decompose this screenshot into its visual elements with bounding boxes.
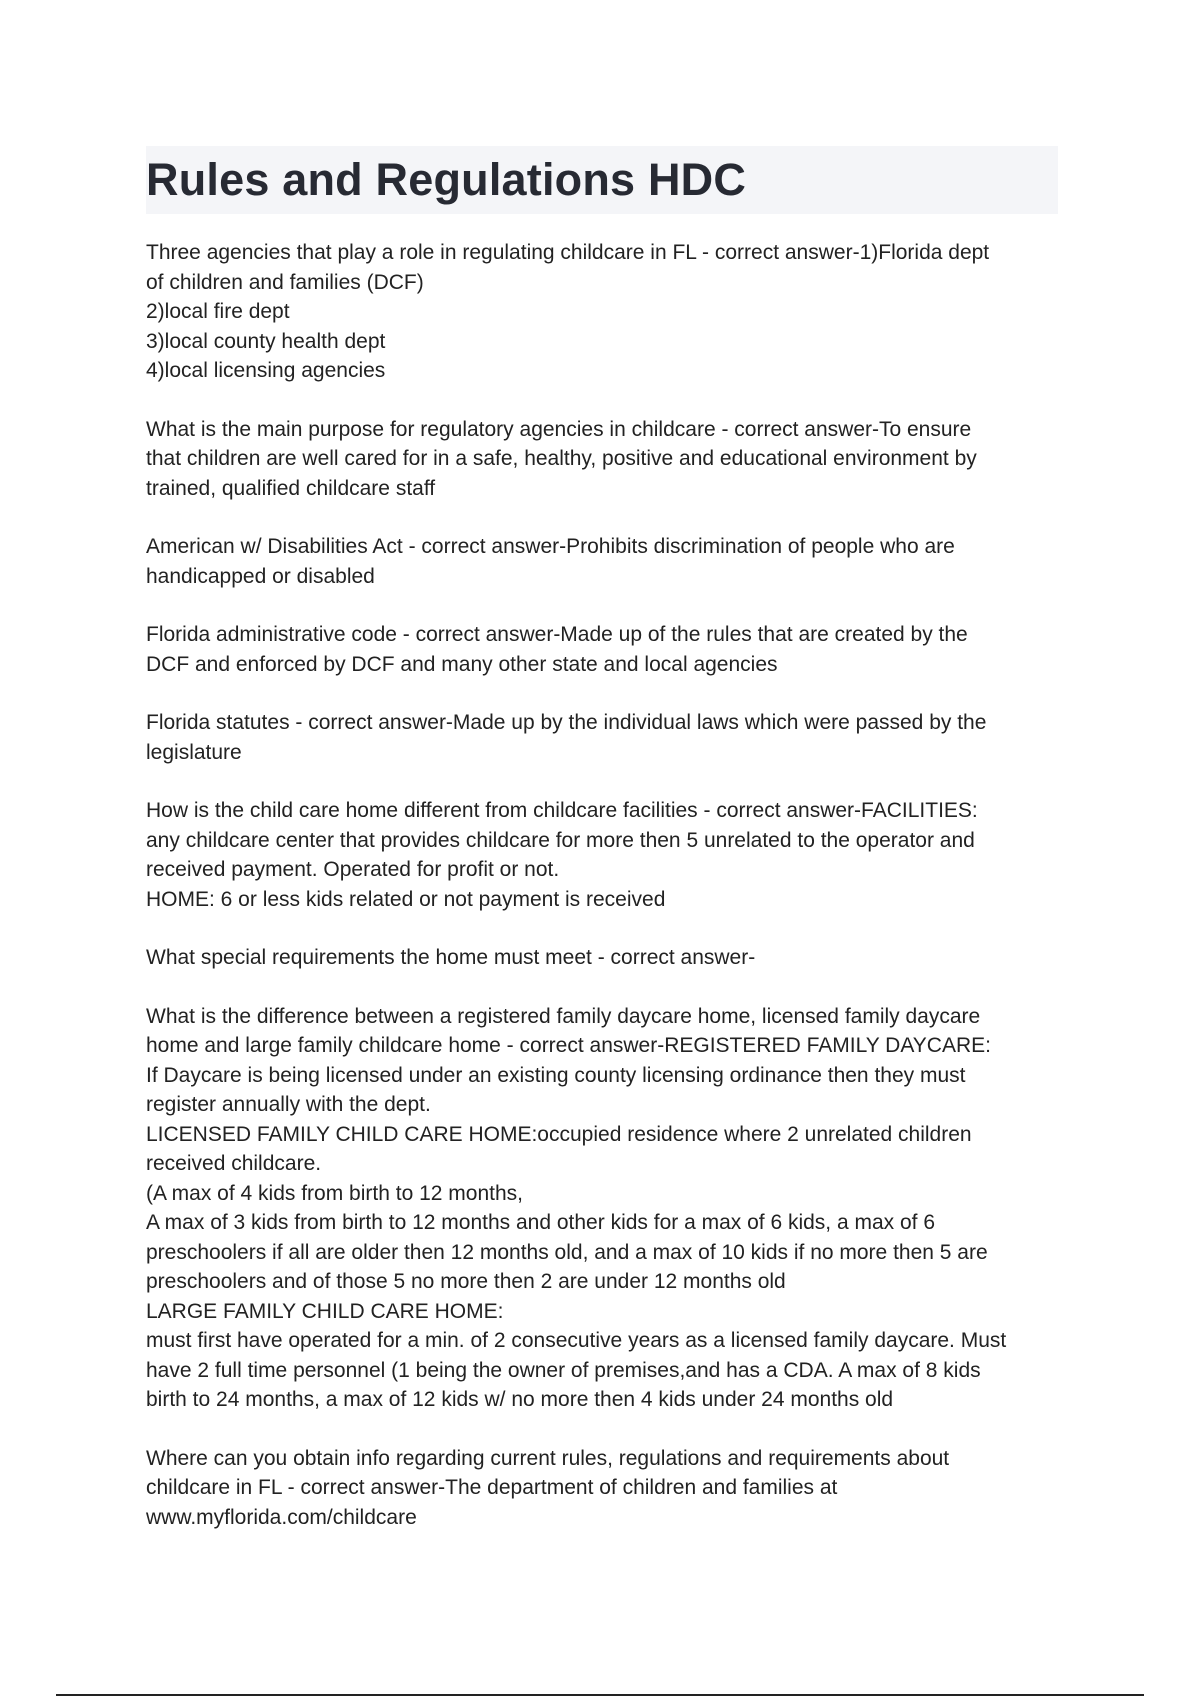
qa-entry-line: birth to 24 months, a max of 12 kids w/ no more then 4 kids under 24 months old — [146, 1388, 894, 1411]
qa-entry-line: How is the child care home different from childcare facilities - correct answer-FACILITIES: — [146, 799, 978, 822]
qa-entry-line: any childcare center that provides childcare for more then 5 unrelated to the operator and — [146, 828, 975, 852]
qa-entry-line: If Daycare is being licensed under an existing county licensing ordinance then they must — [146, 1063, 966, 1087]
qa-entry-line: preschoolers and of those 5 no more then 2 are under 12 months old — [146, 1270, 786, 1293]
qa-entry — [146, 1002, 1058, 1415]
qa-entry-line: What special requirements the home must meet - correct answer- — [146, 946, 756, 969]
qa-entry-line: trained, qualified childcare staff — [146, 476, 436, 500]
qa-entry — [146, 708, 1058, 767]
qa-entry-line: handicapped or disabled — [146, 564, 375, 588]
qa-entry-line: (A max of 4 kids from birth to 12 months, — [146, 1181, 523, 1205]
qa-entry-line: HOME: 6 or less kids related or not payment is received — [146, 887, 666, 911]
qa-entry-line: Florida administrative code - correct answer-Made up of the rules that are created by the — [146, 623, 968, 646]
qa-entry-line: of children and families (DCF) — [146, 270, 424, 294]
qa-entry-line: that children are well cared for in a safe, healthy, positive and educational environment by — [146, 447, 977, 470]
qa-entry-line: 2)local fire dept — [146, 300, 290, 323]
qa-entry-line: LICENSED FAMILY CHILD CARE HOME:occupied residence where 2 unrelated children — [146, 1122, 972, 1146]
qa-entry — [146, 943, 1058, 973]
qa-entry-line: Three agencies that play a role in regulating childcare in FL - correct answer-1)Florida dept — [146, 241, 990, 264]
qa-entry-line: American w/ Disabilities Act - correct answer-Prohibits discrimination of people who are — [146, 535, 955, 558]
qa-entry — [146, 620, 1058, 679]
qa-entry-line: Where can you obtain info regarding current rules, regulations and requirements about — [146, 1446, 950, 1470]
qa-entry-line: received childcare. — [146, 1152, 322, 1175]
qa-entry — [146, 1444, 1058, 1533]
qa-entry — [146, 532, 1058, 591]
qa-entry-line: A max of 3 kids from birth to 12 months and other kids for a max of 6 kids, a max of 6 — [146, 1211, 936, 1234]
document-body — [146, 238, 1058, 1561]
qa-entry-line: legislature — [146, 740, 242, 764]
qa-entry — [146, 415, 1058, 504]
qa-entry-line: LARGE FAMILY CHILD CARE HOME: — [146, 1299, 504, 1323]
qa-entry-line: DCF and enforced by DCF and many other state and local agencies — [146, 652, 778, 676]
qa-entry-line: What is the main purpose for regulatory agencies in childcare - correct answer-To ensure — [146, 417, 972, 441]
page-title: Rules and Regulations HDC — [146, 154, 747, 205]
qa-entry — [146, 238, 1058, 386]
qa-entry-line: childcare in FL - correct answer-The department of children and families at — [146, 1476, 838, 1499]
qa-entry-line: have 2 full time personnel (1 being the owner of premises,and has a CDA. A max of 8 kids — [146, 1358, 981, 1382]
qa-entry-line: What is the difference between a registered family daycare home, licensed family daycare — [146, 1004, 981, 1028]
qa-entry-line: home and large family childcare home - correct answer-REGISTERED FAMILY DAYCARE: — [146, 1034, 991, 1057]
qa-entry — [146, 796, 1058, 914]
page-bottom-rule — [56, 1694, 1144, 1696]
qa-entry-line: received payment. Operated for profit or not. — [146, 858, 560, 881]
qa-entry-line: register annually with the dept. — [146, 1093, 431, 1116]
qa-entry-line: 3)local county health dept — [146, 329, 386, 353]
qa-entry-line: www.myflorida.com/childcare — [146, 1505, 417, 1529]
qa-entry-line: Florida statutes - correct answer-Made up by the individual laws which were passed by the — [146, 711, 987, 734]
qa-entry-line: 4)local licensing agencies — [146, 359, 386, 382]
qa-entry-line: must first have operated for a min. of 2 consecutive years as a licensed family daycare. Must — [146, 1329, 1007, 1352]
qa-entry-line: preschoolers if all are older then 12 months old, and a max of 10 kids if no more then 5 are — [146, 1240, 988, 1264]
